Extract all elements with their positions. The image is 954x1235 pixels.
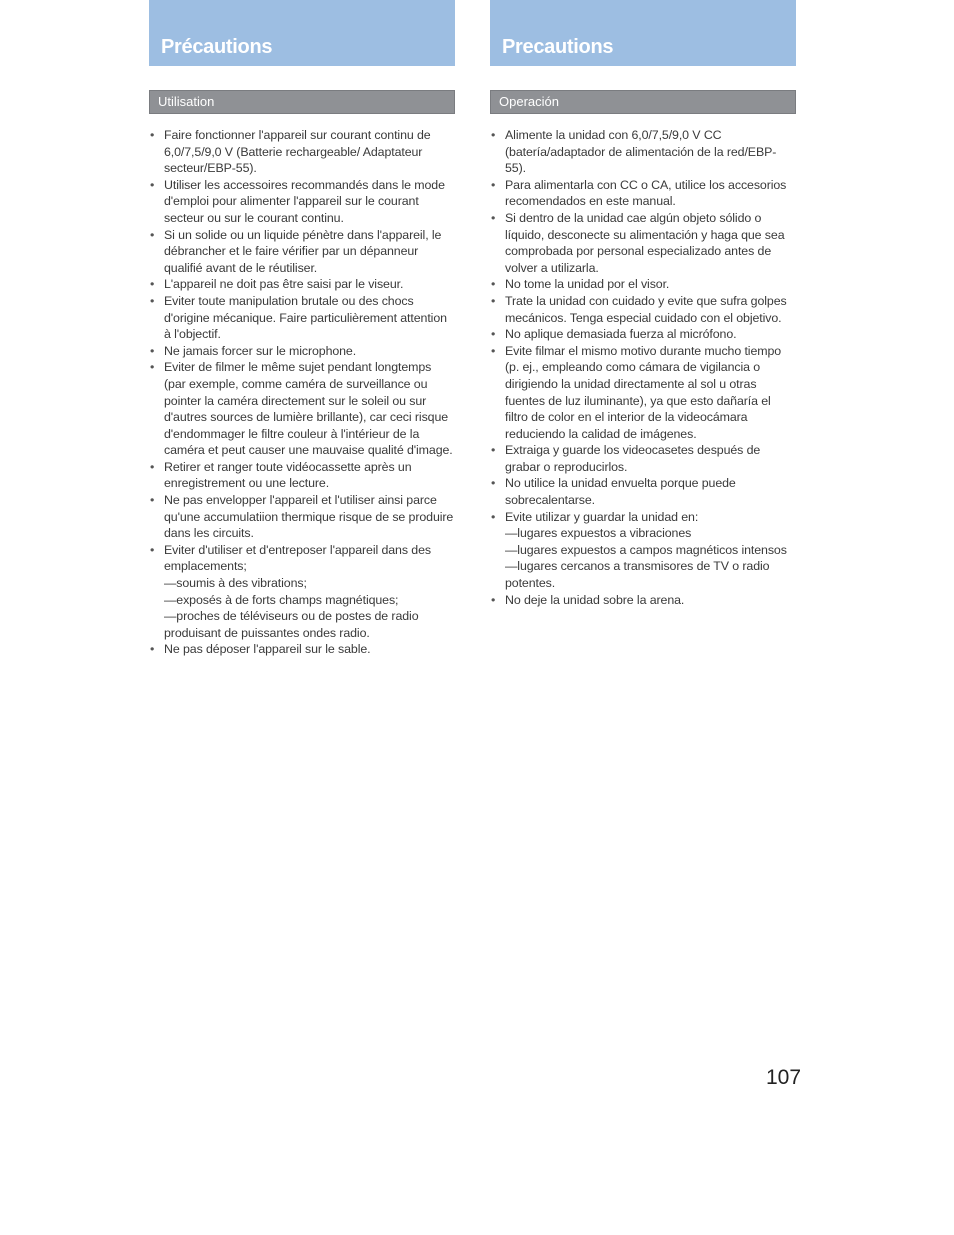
list-item-locations bbox=[149, 542, 455, 642]
list-item: • Alimente la unidad con 6,0/7,5/9,0 V CC (batería/adaptador de alimentación de la red/EBP-55). bbox=[490, 127, 796, 177]
list-subitem: —proches de téléviseurs ou de postes de radio produisant de puissantes ondes radio. bbox=[164, 609, 419, 640]
french-page-title: Précautions bbox=[161, 36, 273, 58]
page-number: 107 bbox=[766, 1066, 802, 1089]
list-item: • Eviter de filmer le même sujet pendant longtemps (par exemple, comme caméra de surveillance ou pointer la caméra directement sur le soleil ou sur d'autres sources de lumière brillante), car ceci risque d'endommager le filtre couleur à l'intérieur de la caméra et peut causer une mauvaise qualité d'image. bbox=[149, 359, 455, 459]
list-item: • L'appareil ne doit pas être saisi par le viseur. bbox=[149, 276, 455, 293]
list-item-intro: • Eviter d'utiliser et d'entreposer l'appareil dans des emplacements; bbox=[164, 542, 431, 574]
list-item: • No tome la unidad por el visor. bbox=[490, 276, 796, 293]
spanish-section-bar bbox=[490, 90, 796, 114]
list-item: • Eviter toute manipulation brutale ou des chocs d'origine mécanique. Faire particulièrement attention à l'objectif. bbox=[149, 293, 455, 343]
list-item: • Retirer et ranger toute vidéocassette après un enregistrement ou une lecture. bbox=[149, 459, 455, 492]
list-item: • Si un solide ou un liquide pénètre dans l'appareil, le débrancher et le faire vérifier par un dépanneur qualifié avant de le réutiliser. bbox=[149, 227, 455, 277]
list-subitem: —lugares cercanos a transmisores de TV o radio potentes. bbox=[505, 559, 770, 591]
list-subitem: —lugares expuestos a campos magnéticos intensos bbox=[505, 542, 787, 557]
list-item: • Si dentro de la unidad cae algún objeto sólido o líquido, desconecte su alimentación y haga que sea comprobada por personal especializado antes de volver a utilizarla. bbox=[490, 210, 796, 276]
list-item: • Ne pas envelopper l'appareil et l'utiliser ainsi parce qu'une accumulatiion thermique risque de se produire dans les circuits. bbox=[149, 492, 455, 542]
spanish-section-title: Operación bbox=[499, 94, 559, 109]
french-precautions-list bbox=[149, 127, 455, 658]
french-header-banner bbox=[149, 0, 455, 66]
french-column bbox=[149, 0, 455, 657]
french-section-title: Utilisation bbox=[158, 94, 215, 109]
list-item: • No aplique demasiada fuerza al micrófono. bbox=[490, 326, 796, 343]
list-item: • Evite filmar el mismo motivo durante mucho tiempo (p. ej., empleando como cámara de vigilancia o dirigiendo la unidad directamente al sol u otras fuentes de luz iluminante), ya que esto dañaría el filtro de color en el interior de la videocámara reduciendo la calidad de imágenes. bbox=[490, 343, 796, 443]
spanish-header-banner bbox=[490, 0, 796, 66]
list-item: • Extraiga y guarde los videocasetes después de grabar o reproducirlos. bbox=[490, 442, 796, 475]
french-section-bar bbox=[149, 90, 455, 114]
list-item: • Para alimentarla con CC o CA, utilice los accesorios recomendados en este manual. bbox=[490, 177, 796, 210]
list-item-locations bbox=[490, 509, 796, 592]
list-subitem: —lugares expuestos a vibraciones bbox=[505, 526, 692, 541]
spanish-column bbox=[490, 0, 796, 607]
spanish-precautions-list bbox=[490, 127, 796, 608]
list-item: • No utilice la unidad envuelta porque puede sobrecalentarse. bbox=[490, 475, 796, 508]
list-subitem: —soumis à des vibrations; bbox=[164, 576, 307, 591]
spanish-page-title: Precautions bbox=[502, 36, 614, 58]
list-item: • Utiliser les accessoires recommandés dans le mode d'emploi pour alimenter l'appareil sur le courant secteur ou sur le courant continu. bbox=[149, 177, 455, 227]
list-item: • Trate la unidad con cuidado y evite que sufra golpes mecánicos. Tenga especial cuidado con el objetivo. bbox=[490, 293, 796, 326]
list-item-intro: • Evite utilizar y guardar la unidad en: bbox=[505, 509, 699, 524]
list-item: • No deje la unidad sobre la arena. bbox=[490, 592, 796, 609]
list-item: • Ne jamais forcer sur le microphone. bbox=[149, 343, 455, 360]
list-item: • Ne pas déposer l'appareil sur le sable. bbox=[149, 641, 455, 658]
list-subitem: —exposés à de forts champs magnétiques; bbox=[164, 592, 399, 607]
list-item: • Faire fonctionner l'appareil sur courant continu de 6,0/7,5/9,0 V (Batterie rechargeable/ Adaptateur secteur/EBP-55). bbox=[149, 127, 455, 177]
